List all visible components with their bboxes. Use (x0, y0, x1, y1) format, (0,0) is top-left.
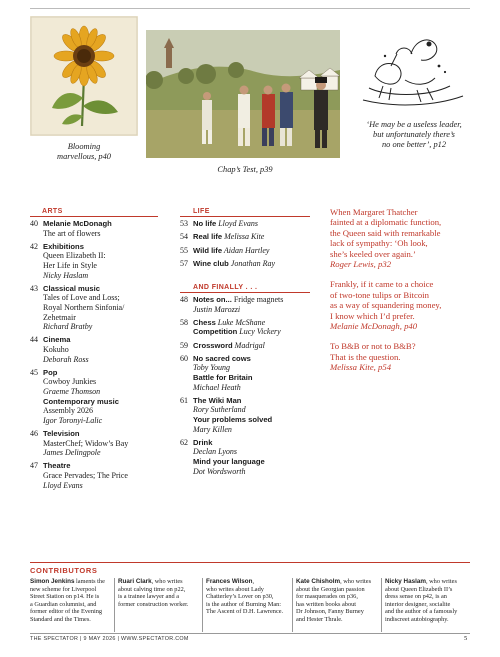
life-rule (180, 216, 310, 217)
toc-line (43, 481, 173, 491)
pull-quote (330, 207, 475, 269)
toc-title: No sacred cows (193, 353, 251, 363)
toc-line (43, 448, 173, 458)
bio-line: indiscreet autobiography. (385, 615, 449, 623)
bio-line: about Queen Elizabeth II’s (385, 585, 453, 593)
toc-entry-body (43, 461, 173, 490)
bio-text: , who writes (425, 578, 457, 585)
toc-subtitle: Her Life in Style (43, 260, 97, 270)
toc-author: Dot Wordsworth (193, 466, 246, 476)
bio-line: dress sense on p42, is an (385, 593, 447, 601)
toc-title: The Wiki Man (193, 395, 242, 405)
contributor-bio (30, 578, 114, 624)
toc-page-number: 43 (30, 283, 38, 293)
bio-line: The Ascent of D.H. Lawrence. (206, 608, 284, 616)
finally-heading: AND FINALLY . . . (193, 284, 258, 291)
toc-line (43, 303, 173, 313)
toc-title: Drink (193, 437, 213, 447)
toc-line (193, 467, 323, 477)
toc-line (193, 415, 323, 425)
toc-page-number: 53 (180, 219, 188, 228)
quote-line: lack of sympathy: ‘Oh look, (330, 238, 428, 249)
contributor-name: Nicky Haslam (385, 578, 426, 585)
toc-line (193, 246, 323, 256)
bio-line (385, 578, 473, 586)
contributors-rule (30, 562, 470, 563)
caption-line: no one better’, p12 (381, 140, 447, 149)
toc-author: Lucy Vickery (237, 327, 281, 337)
bio-line: about the Georgian passion (296, 585, 365, 593)
contributor-name: Frances Wilson (206, 578, 253, 585)
toc-line (43, 335, 173, 345)
toc-author: Luke McShane (215, 317, 266, 327)
quote-line: the Queen said with remarkable (330, 227, 441, 238)
toc-subtitle: Queen Elizabeth II: (43, 251, 106, 261)
toc-page-number: 47 (30, 461, 38, 471)
toc-line (43, 387, 173, 397)
quote-line: To B&B or not to B&B? (330, 341, 416, 352)
toc-author: Nicky Haslam (43, 270, 89, 280)
toc-entry-body (43, 219, 173, 238)
toc-author: Toby Young (193, 363, 230, 373)
quote-attribution: Melanie McDonagh, p40 (330, 321, 418, 332)
toc-author: Richard Bratby (43, 322, 93, 332)
toc-subtitle: Grace Pervades; The Price (43, 470, 128, 480)
toc-entry-body (43, 284, 173, 332)
bio-text: , who writes (151, 578, 183, 585)
toc-line (43, 439, 173, 449)
bio-line: and the author of a famously (385, 608, 458, 616)
toc-page-number: 40 (30, 219, 38, 228)
toc-page-number: 59 (180, 340, 188, 350)
toc-title: Your problems solved (193, 414, 273, 424)
toc-title: Classical music (43, 283, 100, 293)
toc-line (193, 354, 323, 364)
toc-entry-body (193, 438, 323, 476)
bio-line (118, 578, 202, 586)
toc-title: Exhibitions (43, 241, 84, 251)
toc-line (193, 447, 323, 457)
toc-page-number: 48 (180, 295, 188, 304)
bio-line: former construction worker. (118, 600, 189, 608)
toc-author: Mary Killen (193, 424, 232, 434)
toc-title: Melanie McDonagh (43, 219, 112, 228)
footer-rule (30, 633, 470, 634)
toc-entry-body (193, 341, 323, 351)
quote-line: as a way of squandering money, (330, 300, 442, 311)
toc-page-number: 62 (180, 437, 188, 447)
bio-line (30, 578, 114, 586)
toc-author: Lloyd Evans (216, 219, 258, 228)
toc-title: Theatre (43, 461, 71, 471)
toc-entry-body (43, 335, 173, 364)
toc-subtitle: Cowboy Junkies (43, 377, 97, 387)
toc-entry-body (193, 354, 323, 392)
quote-line: fainted at a diplomatic function, (330, 217, 442, 228)
toc-line (193, 327, 323, 337)
bio-line: is a trainee lawyer and a (118, 593, 180, 601)
toc-author: Igor Toronyi-Lalic (43, 415, 103, 425)
quote-line: When Margaret Thatcher (330, 207, 418, 217)
contributor-bio (206, 578, 292, 616)
bio-text: , (252, 578, 255, 585)
toc-author: Justin Marozzi (193, 304, 241, 314)
contributor-bio (118, 578, 202, 608)
contributor-name: Ruari Clark (118, 578, 152, 585)
toc-line (43, 416, 173, 426)
toc-line (43, 429, 173, 439)
toc-title: No life (193, 219, 217, 228)
toc-line (193, 341, 323, 351)
toc-title: Crossword (193, 340, 233, 350)
toc-subtitle: The art of flowers (43, 228, 101, 238)
bio-line: Chatterley’s Lover on p30, (206, 593, 274, 601)
toc-line (43, 461, 173, 471)
toc-line (193, 232, 323, 242)
caption-line: Blooming (67, 142, 101, 151)
finally-column (180, 295, 320, 525)
column-divider (202, 578, 203, 632)
toc-author: James Delingpole (43, 448, 101, 458)
toc-title: Chess (193, 317, 216, 327)
toc-entry-body (193, 396, 323, 434)
toc-line (43, 397, 173, 407)
toc-line (43, 271, 173, 281)
bio-line: has written books about (296, 600, 356, 608)
toc-page-number: 58 (180, 317, 188, 327)
bio-line: who writes about Lady (206, 585, 264, 593)
bio-line: a Guardian columnist, and (30, 600, 97, 608)
contributors-heading: CONTRIBUTORS (30, 566, 98, 575)
toc-subtitle: Assembly 2026 (43, 406, 93, 416)
toc-page-number: 60 (180, 353, 188, 363)
bio-line: Dr Johnson, Fanny Burney (296, 608, 364, 616)
bio-line: is the author of Burning Man: (206, 600, 282, 608)
arts-rule (30, 216, 158, 217)
toc-line (193, 305, 323, 315)
toc-line (193, 318, 323, 328)
toc-line (193, 425, 323, 435)
toc-title: Mind your language (193, 456, 265, 466)
toc-page-number: 55 (180, 245, 188, 255)
toc-line (193, 259, 323, 269)
toc-line (193, 383, 323, 393)
toc-line (193, 295, 323, 305)
bio-line: for masquerades on p36, (296, 593, 358, 601)
toc-author: Aidan Hartley (222, 245, 270, 255)
toc-page-number: 45 (30, 367, 38, 377)
bio-line: interior designer, socialite (385, 600, 451, 608)
toc-line (43, 377, 173, 387)
contributor-name: Kate Chisholm (296, 578, 341, 585)
quote-line: Frankly, if it came to a choice (330, 279, 434, 290)
toc-line (43, 261, 173, 271)
toc-author: Michael Heath (193, 382, 241, 392)
toc-entry-body (193, 295, 323, 314)
toc-title: Pop (43, 367, 58, 377)
caption-line: ‘He may be a useless leader, (366, 120, 462, 129)
toc-line (43, 345, 173, 355)
bio-line (206, 578, 292, 586)
toc-line (43, 368, 173, 378)
cartoon-illustration (355, 16, 470, 114)
toc-author: Deborah Ross (43, 354, 89, 364)
page-number: 5 (464, 635, 468, 642)
toc-subtitle: Tales of Love and Loss; (43, 293, 120, 303)
toc-line (193, 219, 323, 229)
quote-line: she’s keeled over again.’ (330, 248, 416, 259)
toc-subtitle: Kokuho (43, 344, 69, 354)
contributor-name: Simon Jenkins (30, 578, 75, 585)
toc-subtitle: Zehetmair (43, 312, 76, 322)
pull-quote (330, 279, 475, 331)
toc-page-number: 61 (180, 395, 188, 405)
toc-title: Real life (193, 232, 223, 242)
bio-line: about calving time on p22, (118, 585, 186, 593)
toc-line (43, 406, 173, 416)
toc-author: Madrigal (232, 340, 265, 350)
toc-title: Wild life (193, 245, 223, 255)
toc-line (43, 284, 173, 294)
bio-line: Street Station on p14. He is (30, 593, 100, 601)
toc-line (43, 242, 173, 252)
toc-title: Cinema (43, 335, 71, 345)
toc-title: Contemporary music (43, 396, 119, 406)
caption-line: Chap’s Test, p39 (217, 165, 273, 174)
pull-quotes (330, 207, 475, 383)
toc-author: Rory Sutherland (193, 405, 246, 415)
toc-author: Lloyd Evans (43, 480, 83, 490)
toc-line (193, 396, 323, 406)
life-heading: LIFE (193, 208, 210, 215)
toc-subtitle: Fridge magnets (231, 295, 284, 304)
footer-text: THE SPECTATOR | 9 MAY 2026 | WWW.SPECTATOR.COM (30, 636, 189, 642)
toc-line (43, 313, 173, 323)
toc-entry-body (193, 259, 323, 269)
bio-line: new scheme for Liverpool (30, 585, 97, 593)
toc-line (43, 471, 173, 481)
column-divider (114, 578, 115, 632)
toc-entry-body (43, 368, 173, 426)
toc-page-number: 54 (180, 232, 188, 242)
toc-line (193, 363, 323, 373)
toc-line (193, 373, 323, 383)
cartoon-caption (352, 120, 476, 150)
toc-entry-body (43, 242, 173, 280)
toc-subtitle: Royal Northern Sinfonia/ (43, 302, 125, 312)
toc-line (43, 355, 173, 365)
toc-title: Wine club (193, 259, 229, 269)
arts-column (30, 219, 170, 559)
quote-attribution: Melissa Kite, p54 (330, 362, 392, 373)
caption-line: marvellous, p40 (57, 152, 111, 161)
toc-page-number: 44 (30, 335, 38, 345)
arts-heading: ARTS (42, 208, 63, 215)
life-column (180, 219, 320, 279)
toc-page-number: 42 (30, 241, 38, 251)
toc-author: Declan Lyons (193, 447, 237, 457)
toc-title: Battle for Britain (193, 372, 253, 382)
column-divider (292, 578, 293, 632)
sunflower-caption (30, 142, 138, 162)
toc-line (193, 457, 323, 467)
bio-text: , who writes (340, 578, 372, 585)
toc-entry-body (43, 429, 173, 458)
finally-rule (180, 292, 310, 293)
cricket-painting (146, 30, 340, 158)
contributor-bio (296, 578, 381, 624)
toc-title: Competition (193, 327, 238, 337)
quote-line: I know which I’d prefer. (330, 310, 415, 321)
toc-title: Notes on... (193, 295, 232, 304)
toc-entry-body (193, 246, 323, 256)
bio-line: and Hester Thrale. (296, 615, 343, 623)
quote-line: of two-tone tulips or Bitcoin (330, 289, 429, 300)
toc-line (43, 322, 173, 332)
toc-line (43, 219, 173, 229)
pull-quote (330, 341, 475, 372)
toc-title: Television (43, 429, 80, 438)
toc-entry-body (193, 232, 323, 242)
toc-entry-body (193, 219, 323, 229)
caption-line: but unfortunately there’s (373, 130, 455, 139)
toc-subtitle: MasterChef; Widow’s Bay (43, 438, 129, 448)
bio-text: laments the (74, 578, 105, 585)
column-divider (381, 578, 382, 632)
toc-author: Melissa Kite (222, 232, 265, 242)
top-rule (30, 8, 470, 9)
toc-line (43, 251, 173, 261)
toc-entry-body (193, 318, 323, 337)
contributor-bio (385, 578, 473, 624)
painting-caption (170, 165, 320, 175)
toc-line (43, 229, 173, 239)
bio-line: Standard and the Times. (30, 615, 91, 623)
toc-author: Graeme Thomson (43, 386, 101, 396)
bio-line (296, 578, 381, 586)
quote-attribution: Roger Lewis, p32 (330, 259, 392, 270)
toc-page-number: 46 (30, 429, 38, 438)
toc-line (43, 293, 173, 303)
toc-line (193, 438, 323, 448)
toc-author: Jonathan Ray (228, 259, 276, 269)
sunflower-illustration (30, 16, 138, 136)
toc-line (193, 405, 323, 415)
bio-line: former editor of the Evening (30, 608, 103, 616)
toc-page-number: 57 (180, 259, 188, 269)
quote-line: That is the question. (330, 351, 401, 362)
